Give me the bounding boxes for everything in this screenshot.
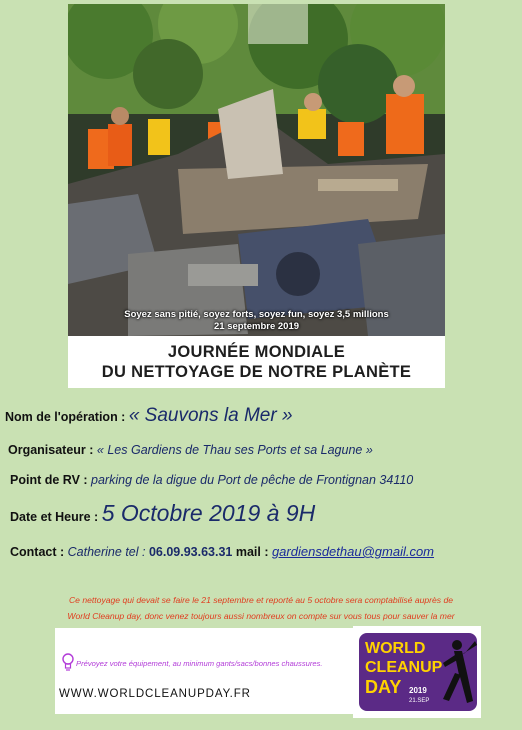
logo-word-world: WORLD <box>365 640 426 657</box>
website-link[interactable]: WWW.WORLDCLEANUPDAY.FR <box>59 688 251 700</box>
operation-row <box>5 405 293 427</box>
lightbulb-icon <box>62 653 74 671</box>
event-title <box>68 336 445 388</box>
meeting-point-label: Point de RV : <box>10 473 92 487</box>
logo-year: 2019 <box>409 686 427 695</box>
organizer-name: « Les Gardiens de Thau ses Ports et sa Lagune » <box>96 443 373 457</box>
meeting-point-value: parking de la digue du Port de pêche de Frontignan 34110 <box>91 473 414 487</box>
contact-row <box>10 543 434 561</box>
photo-caption-date: 21 septembre 2019 <box>213 321 300 332</box>
photo-caption-slogan: Soyez sans pitié, soyez forts, soyez fun, soyez 3,5 millions <box>124 309 389 320</box>
contact-email-link[interactable]: gardiensdethau@gmail.com <box>271 544 435 559</box>
date-label: Date et Heure : <box>10 510 102 524</box>
organizer-label: Organisateur : <box>8 443 97 457</box>
postponement-note-line1: Ce nettoyage qui devait se faire le 21 septembre et reporté au 5 octobre sera comptabilisé auprès de <box>68 595 454 605</box>
postponement-note-line2: World Cleanup day, donc venez toujours aussi nombreux on compte sur vous tous pour sauver la mer <box>67 611 455 621</box>
footer-panel <box>55 628 354 714</box>
contact-name: Catherine tel : <box>67 545 149 559</box>
contact-mail-label: mail : <box>232 545 272 559</box>
date-value: 5 Octobre 2019 à 9H <box>101 500 316 526</box>
cleanup-photo <box>68 4 445 336</box>
logo-date: 21.SEP <box>409 698 430 704</box>
date-row <box>10 500 315 527</box>
operation-name: « Sauvons la Mer » <box>128 405 293 426</box>
logo-word-day: DAY <box>365 677 402 697</box>
world-cleanup-day-logo <box>359 633 477 711</box>
organizer-row <box>8 441 373 459</box>
contact-phone: 06.09.93.63.31 <box>148 545 233 559</box>
postponement-note <box>0 592 522 624</box>
operation-label: Nom de l'opération : <box>5 410 129 424</box>
contact-label: Contact : <box>10 545 68 559</box>
event-title-line2: DU NETTOYAGE DE NOTRE PLANÈTE <box>101 363 412 381</box>
equipment-tip: Prévoyez votre équipement, au minimum gants/sacs/bonnes chaussures. <box>76 659 323 668</box>
meeting-point-row <box>10 471 413 489</box>
logo-word-cleanup: CLEANUP <box>365 659 443 676</box>
cleanup-photo-illustration <box>68 4 445 336</box>
photo-caption <box>68 309 445 333</box>
event-title-line1: JOURNÉE MONDIALE <box>167 343 346 361</box>
